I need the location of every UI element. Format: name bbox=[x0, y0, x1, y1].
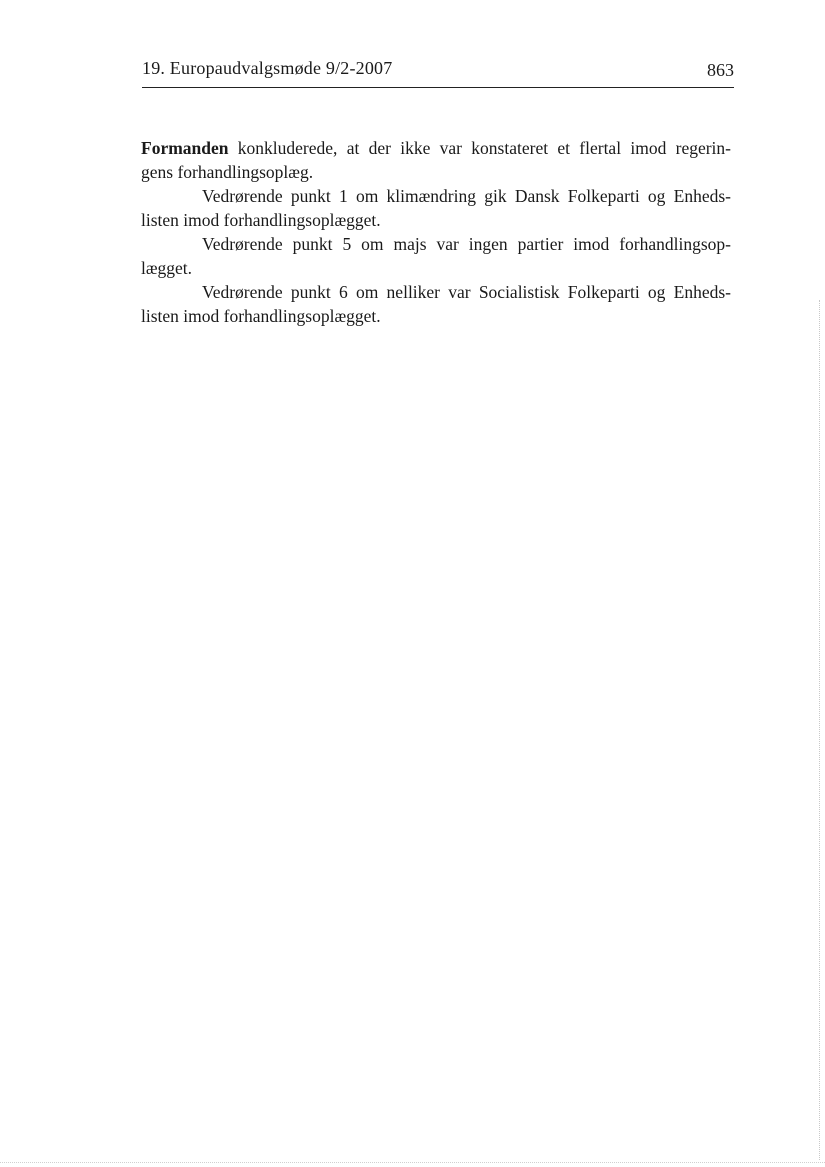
header-rule bbox=[142, 87, 734, 88]
text-fragment: konkluderede, at der ikke var konstateret et flertal imod regerin- bbox=[228, 138, 731, 158]
text-line: Vedrørende punkt 1 om klimændring gik Dansk Folkeparti og Enheds- bbox=[202, 186, 731, 206]
scan-edge-right bbox=[819, 300, 820, 1160]
header-title: 19. Europaudvalgsmøde 9/2-2007 bbox=[142, 58, 393, 78]
text-line: Vedrørende punkt 6 om nelliker var Socialistisk Folkeparti og Enheds- bbox=[202, 282, 731, 302]
text-line: gens forhandlingsoplæg. bbox=[141, 162, 314, 182]
paragraph-conclusion bbox=[141, 136, 731, 184]
speaker-name: Formanden bbox=[141, 138, 229, 158]
text-line bbox=[141, 136, 731, 160]
paragraph-point-1 bbox=[141, 184, 731, 232]
paragraph-point-5 bbox=[141, 232, 731, 280]
paragraph-point-6 bbox=[141, 280, 731, 328]
text-line: Vedrørende punkt 5 om majs var ingen partier imod forhandlingsop- bbox=[202, 234, 731, 254]
text-line: listen imod forhandlingsoplægget. bbox=[141, 210, 381, 230]
page-number: 863 bbox=[707, 60, 734, 80]
text-line: lægget. bbox=[141, 258, 193, 278]
running-header bbox=[142, 56, 734, 90]
body-text bbox=[141, 136, 731, 328]
text-line: listen imod forhandlingsoplægget. bbox=[141, 306, 381, 326]
scan-edge-bottom bbox=[0, 1162, 825, 1163]
